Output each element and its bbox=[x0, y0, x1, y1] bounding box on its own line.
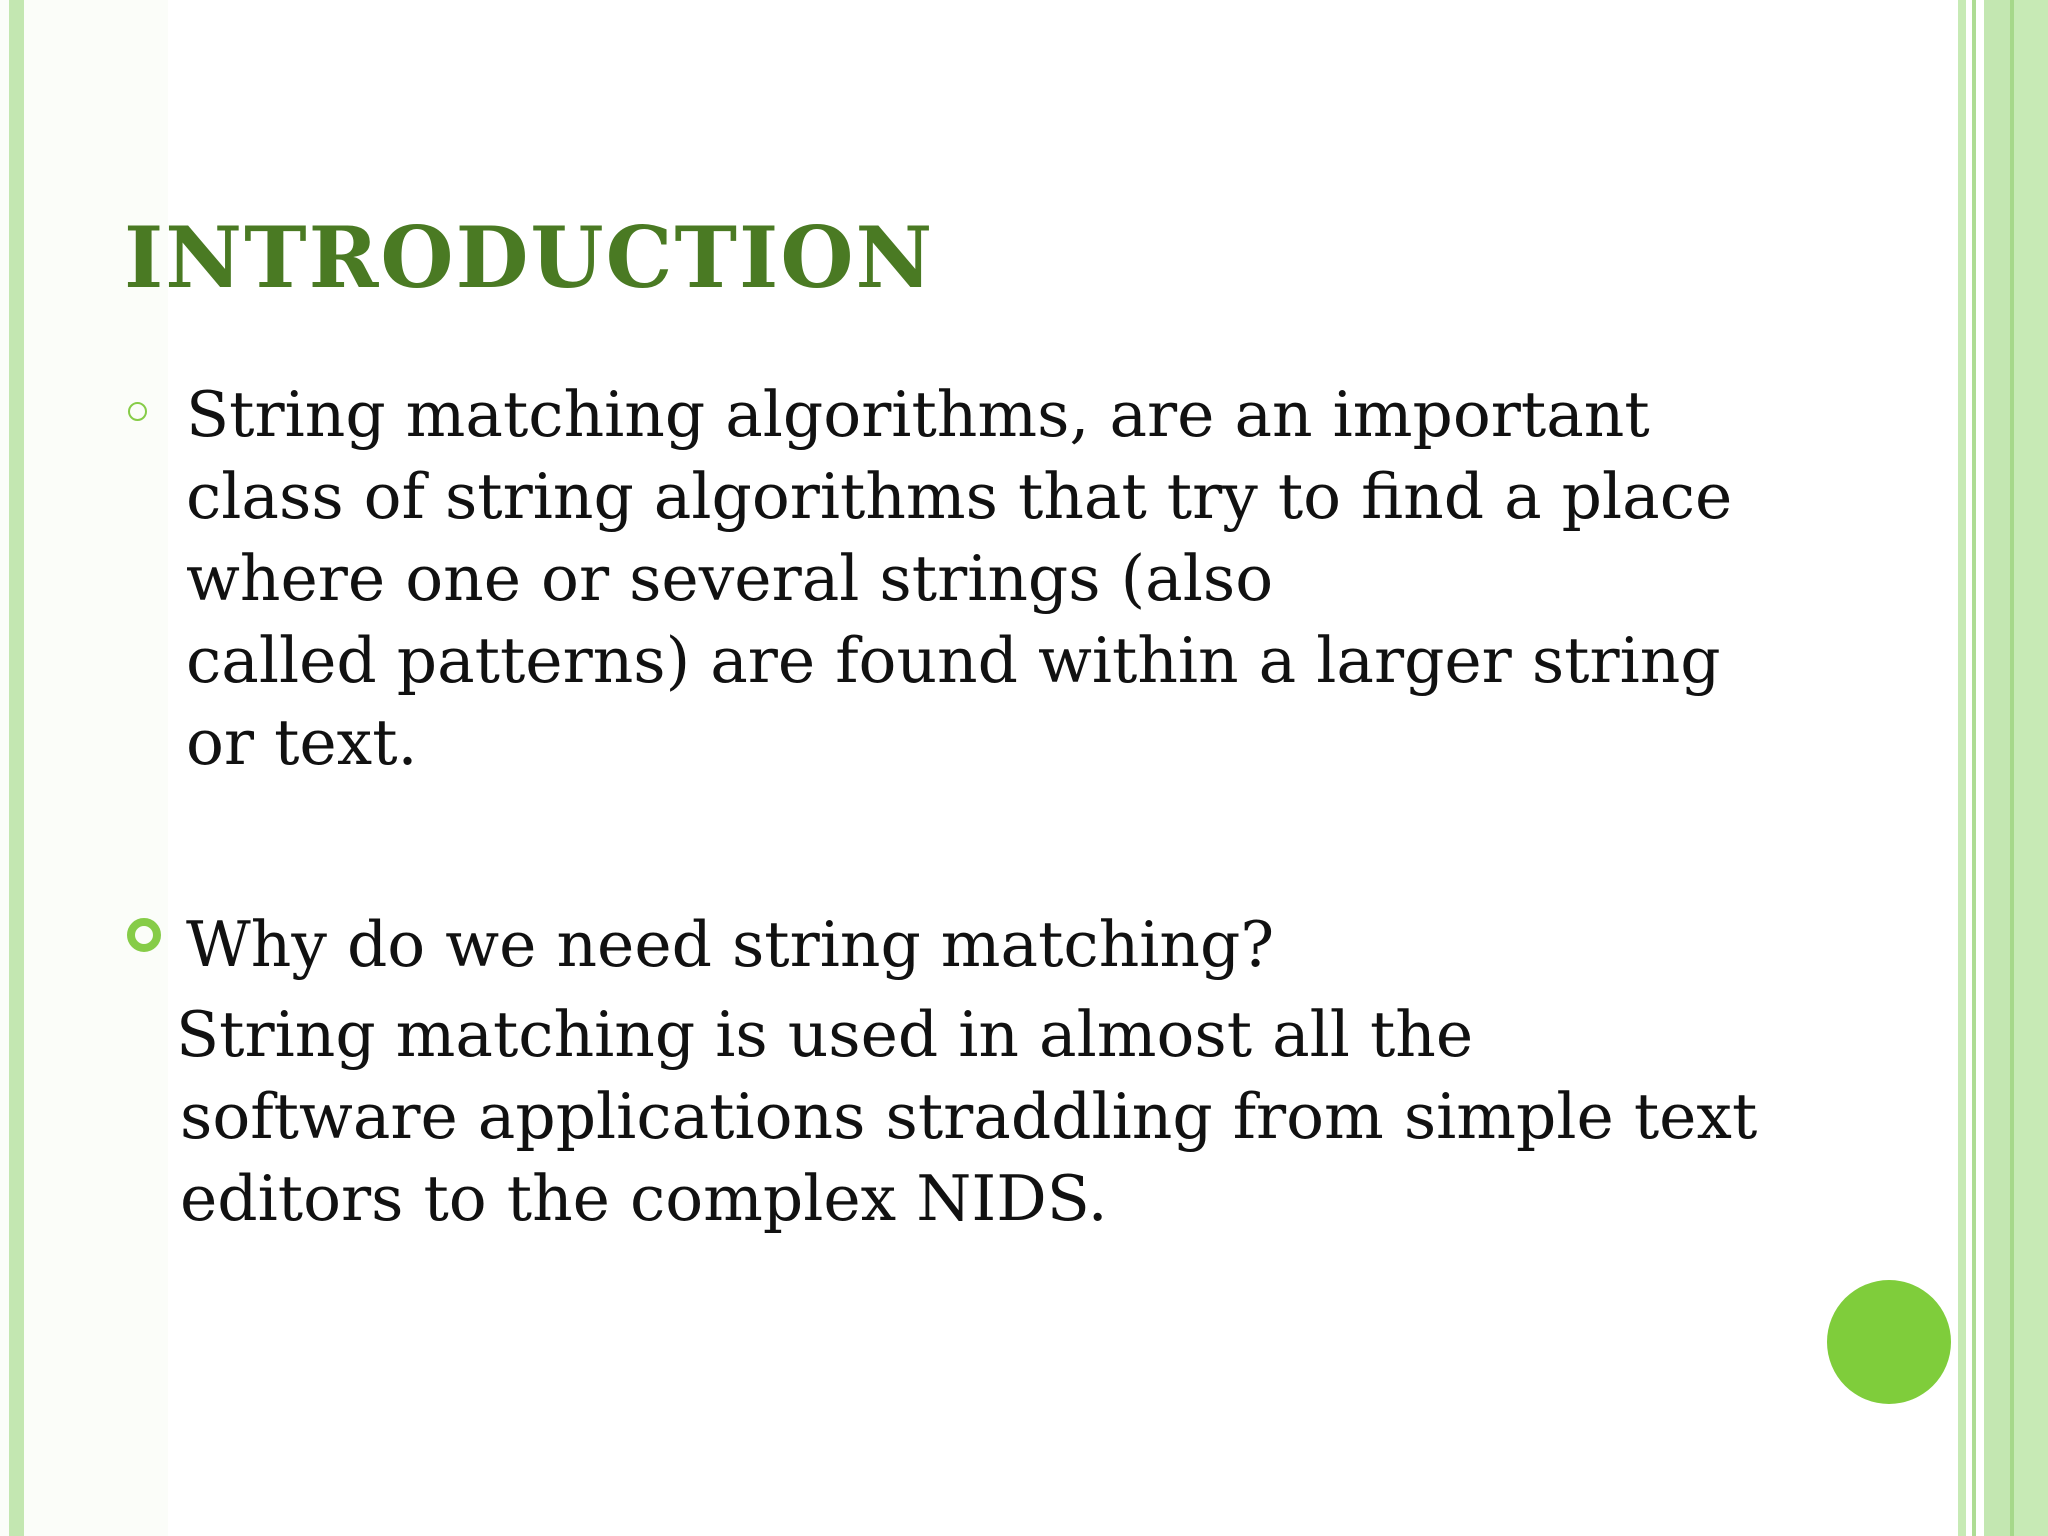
bullet-line: where one or several strings (also bbox=[186, 542, 1274, 615]
bullet-line: String matching algorithms, are an important bbox=[186, 378, 1650, 451]
right-border-stripe bbox=[1976, 0, 1984, 1536]
bullet-text bbox=[186, 904, 1274, 986]
slide-title: INTRODUCTION bbox=[124, 208, 935, 307]
right-border-stripe bbox=[2014, 0, 2048, 1536]
paragraph-line: editors to the complex NIDS. bbox=[180, 1162, 1108, 1235]
sub-paragraph-string-matching-uses bbox=[176, 994, 1758, 1240]
ring-bullet-icon bbox=[127, 918, 161, 952]
right-border-stripe bbox=[1958, 0, 1966, 1536]
hollow-circle-bullet-icon bbox=[128, 402, 147, 421]
right-border-stripe bbox=[1984, 0, 2010, 1536]
bullet-line: or text. bbox=[186, 706, 418, 779]
bullet-line: Why do we need string matching? bbox=[186, 908, 1275, 981]
bullet-line: called patterns) are found within a larger string bbox=[186, 624, 1721, 697]
left-border-stripe bbox=[9, 0, 24, 1536]
paragraph-line: software applications straddling from simple text bbox=[180, 1080, 1758, 1153]
bullet-text bbox=[186, 374, 1732, 784]
paragraph-line: String matching is used in almost all the bbox=[176, 998, 1474, 1071]
bullet-line: class of string algorithms that try to find a place bbox=[186, 460, 1733, 533]
decorative-green-circle bbox=[1827, 1280, 1951, 1404]
